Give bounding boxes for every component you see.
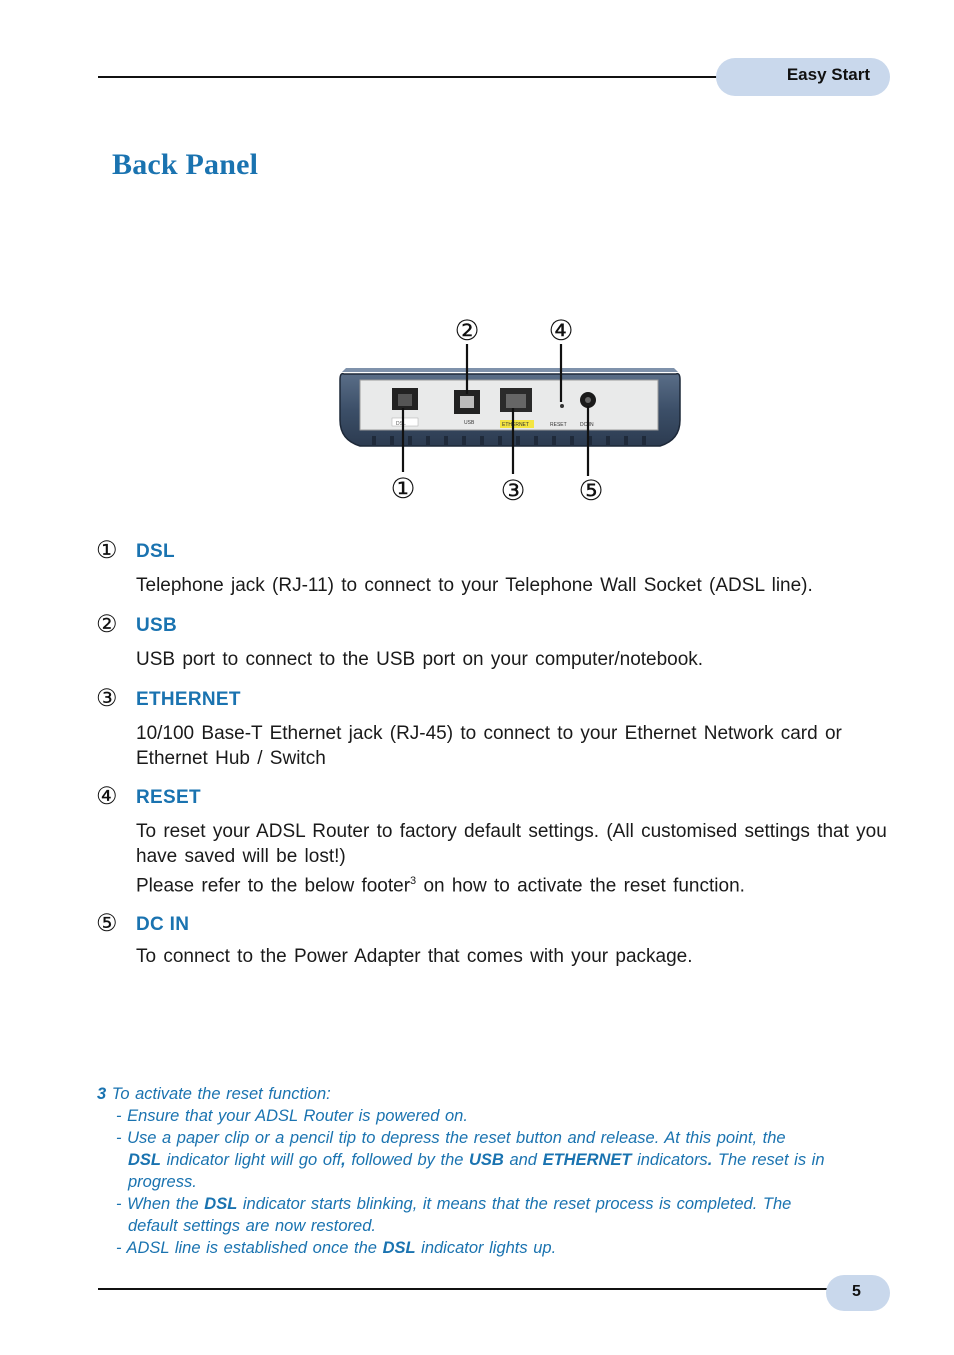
callout-2: ② (454, 314, 480, 347)
item-heading-dsl: DSL (136, 541, 175, 562)
item-description-usb (136, 647, 892, 672)
label-usb-port: USB (464, 420, 475, 426)
page-number: 5 (852, 1283, 861, 1300)
callout-4: ④ (548, 314, 574, 347)
desc-line: To connect to the Power Adapter that comes with your package. (136, 946, 693, 967)
item-heading-ethernet: ETHERNET (136, 689, 241, 710)
footnote-ref: 3 (410, 875, 417, 887)
footnote-intro: 3 To activate the reset function: (97, 1085, 331, 1103)
footnote-bullet-4: - ADSL line is established once the DSL indicator lights up. (116, 1239, 557, 1257)
item-number: ③ (96, 684, 118, 712)
item-heading-usb: USB (136, 615, 178, 636)
reset-button (560, 404, 564, 408)
label-dc-in-port: DC IN (580, 422, 594, 428)
desc-line: To reset your ADSL Router to factory default settings. (All customised settings that you (136, 821, 887, 842)
item-description-reset (136, 819, 892, 898)
desc-line: Ethernet Hub / Switch (136, 748, 326, 769)
footnote-bullet-2-line-1: - Use a paper clip or a pencil tip to depress the reset button and release. At this point, the (116, 1129, 786, 1147)
item-heading-dc-in: DC IN (136, 914, 190, 935)
label-ethernet-port: ETHERNET (502, 422, 529, 428)
item-heading-reset: RESET (136, 787, 201, 808)
label-dsl-port: DSL (396, 421, 406, 427)
item-description-ethernet (136, 721, 892, 771)
back-panel-figure (330, 310, 690, 510)
desc-line: 10/100 Base-T Ethernet jack (RJ-45) to connect to your Ethernet Network card or (136, 723, 842, 744)
desc-line-footer-ref: Please refer to the below footer$^3$ on how to activate the reset function. (136, 875, 745, 897)
footnote-bullet-3-line-1: - When the DSL indicator starts blinking, it means that the reset process is completed. The (116, 1195, 792, 1213)
router-top-edge (342, 368, 678, 372)
item-description-dsl (136, 573, 892, 598)
section-tab (716, 58, 890, 96)
item-number: ⑤ (96, 909, 118, 937)
item-number: ② (96, 610, 118, 638)
footnote-bullet-3-line-2: default settings are now restored. (128, 1217, 376, 1235)
footnote-bullet-2-line-2: DSL indicator light will go off, followed by the USB and ETHERNET indicators. The reset is in (128, 1151, 825, 1169)
label-reset-port: RESET (550, 422, 567, 428)
page-title: Back Panel (112, 148, 259, 181)
page-number-tab (826, 1275, 890, 1311)
desc-line: USB port to connect to the USB port on your computer/notebook. (136, 649, 704, 670)
item-number: ① (96, 536, 118, 564)
footnote-bullet-2-line-3: progress. (128, 1173, 197, 1191)
callout-5: ⑤ (578, 474, 604, 507)
item-number: ④ (96, 782, 118, 810)
callout-3: ③ (500, 474, 526, 507)
footer-rule (98, 1288, 830, 1290)
header-rule (98, 76, 748, 78)
section-tab-label: Easy Start (786, 65, 870, 84)
desc-line: have saved will be lost!) (136, 846, 346, 867)
desc-line: Telephone jack (RJ-11) to connect to your Telephone Wall Socket (ADSL line). (136, 575, 813, 596)
footnote (97, 1083, 897, 1259)
callout-1: ① (390, 472, 416, 505)
footnote-bullet-1: - Ensure that your ADSL Router is powered on. (116, 1107, 468, 1125)
item-description-dc-in (136, 944, 892, 969)
